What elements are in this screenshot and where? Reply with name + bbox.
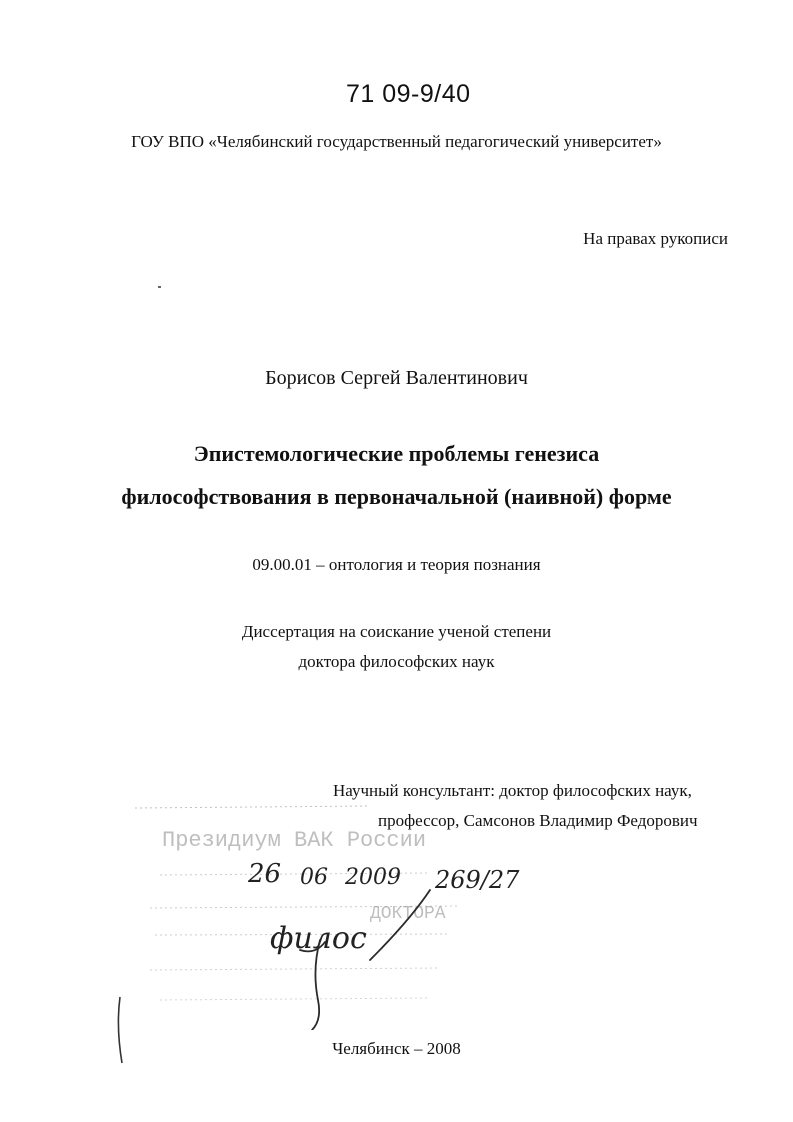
city-year: Челябинск – 2008 (332, 1039, 461, 1058)
handwritten-protocol-number: 269/27 (435, 866, 520, 894)
organization-name: ГОУ ВПО «Челябинский государственный педагогический университет» (131, 132, 662, 151)
handwritten-entries (247, 859, 520, 1030)
degree-line-2: доктора философских наук (298, 652, 495, 671)
degree-line-1: Диссертация на соискание ученой степени (241, 622, 552, 641)
scan-speck (158, 286, 161, 288)
stamp-header: Президиум ВАК России (162, 828, 427, 853)
handwritten-month: 06 (300, 865, 328, 890)
advisor-line-2: профессор, Самсонов Владимир Федорович (378, 811, 698, 830)
vak-approval-stamp (130, 800, 530, 1030)
author-name: Борисов Сергей Валентинович (265, 367, 528, 389)
thesis-title-line-1: Эпистемологические проблемы генезиса (193, 441, 600, 466)
stamp-degree: ДОКТОРА (370, 904, 446, 924)
specialty-code: 09.00.01 – онтология и теория познания (252, 555, 541, 574)
advisor-line-1: Научный консультант: доктор философских наук, (333, 781, 692, 800)
handwritten-day: 26 (248, 859, 282, 889)
handwritten-year: 2009 (345, 865, 401, 890)
manuscript-rights-note: На правах рукописи (583, 229, 728, 248)
handwritten-science-field: филос (270, 921, 367, 956)
handwritten-slash (370, 890, 430, 960)
thesis-title-line-2: философствования в первоначальной (наивной) форме (121, 484, 672, 509)
catalog-number: 71 09-9/40 (346, 80, 471, 108)
